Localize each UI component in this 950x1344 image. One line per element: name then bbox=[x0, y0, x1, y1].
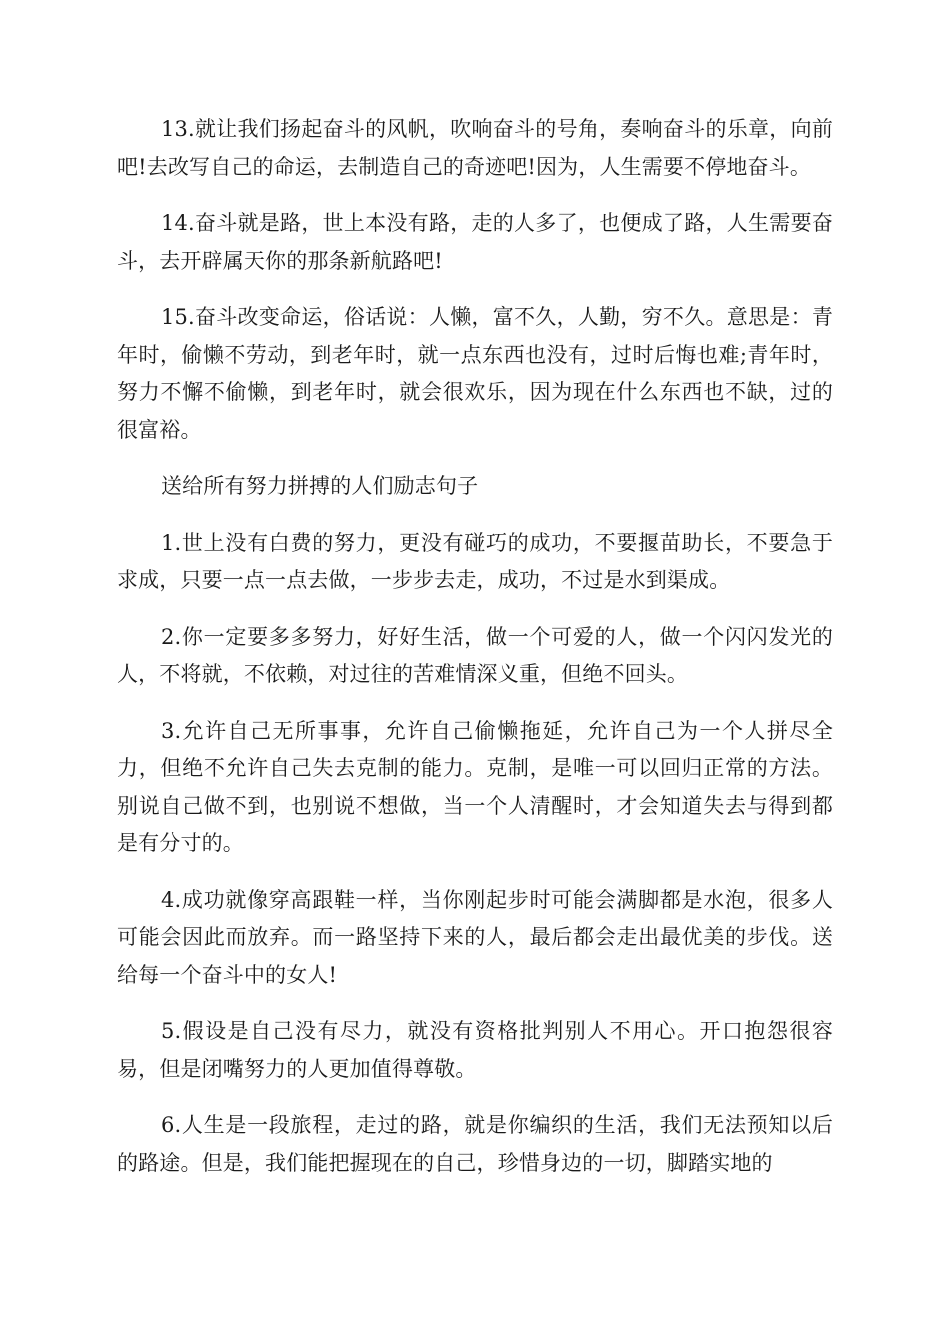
paragraph-13: 13.就让我们扬起奋斗的风帆，吹响奋斗的号角，奏响奋斗的乐章，向前吧!去改写自己的命运，去制造自己的奇迹吧!因为，人生需要不停地奋斗。 bbox=[117, 117, 833, 179]
section-paragraph-4: 4.成功就像穿高跟鞋一样，当你刚起步时可能会满脚都是水泡，很多人可能会因此而放弃。而一路坚持下来的人，最后都会走出最优美的步伐。送给每一个奋斗中的女人! bbox=[117, 887, 833, 987]
section-paragraph-2: 2.你一定要多多努力，好好生活，做一个可爱的人，做一个闪闪发光的人，不将就，不依赖，对过往的苦难情深义重，但绝不回头。 bbox=[117, 624, 833, 686]
document-body bbox=[117, 111, 833, 1201]
section-paragraph-6: 6.人生是一段旅程，走过的路，就是你编织的生活，我们无法预知以后的路途。但是，我们能把握现在的自己，珍惜身边的一切，脚踏实地的 bbox=[117, 1113, 833, 1175]
paragraph-14: 14.奋斗就是路，世上本没有路，走的人多了，也便成了路，人生需要奋斗，去开辟属天你的那条新航路吧! bbox=[117, 211, 833, 273]
section-heading: 送给所有努力拼搏的人们励志句子 bbox=[161, 474, 479, 498]
section-paragraph-1: 1.世上没有白费的努力，更没有碰巧的成功，不要揠苗助长，不要急于求成，只要一点一点去做，一步步去走，成功，不过是水到渠成。 bbox=[117, 530, 833, 592]
section-paragraph-3: 3.允许自己无所事事，允许自己偷懒拖延，允许自己为一个人拼尽全力，但绝不允许自己失去克制的能力。克制，是唯一可以回归正常的方法。别说自己做不到，也别说不想做，当一个人清醒时，才会知道失去与得到都是有分寸的。 bbox=[117, 718, 833, 855]
section-paragraph-5: 5.假设是自己没有尽力，就没有资格批判别人不用心。开口抱怨很容易，但是闭嘴努力的人更加值得尊敬。 bbox=[117, 1019, 833, 1081]
paragraph-15: 15.奋斗改变命运，俗话说：人懒，富不久，人勤，穷不久。意思是：青年时，偷懒不劳动，到老年时，就一点东西也没有，过时后悔也难;青年时，努力不懈不偷懒，到老年时，就会很欢乐，因为现在什么东西也不缺，过的很富裕。 bbox=[117, 305, 833, 442]
